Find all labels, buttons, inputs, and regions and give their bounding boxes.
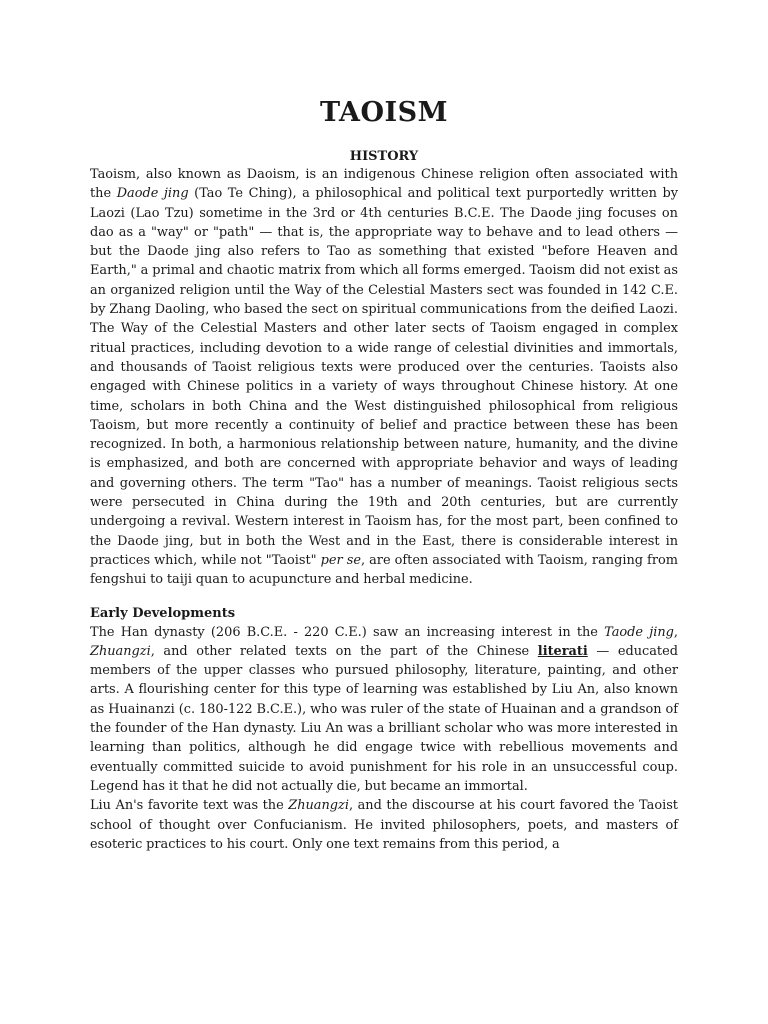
italic-term: per se	[320, 552, 361, 568]
document-page	[90, 0, 678, 854]
italic-title: Daode jing	[116, 186, 189, 202]
italic-title: Zhuangzi	[288, 798, 349, 814]
page-title: TAOISM	[319, 97, 449, 128]
text-run: The Han dynasty (206 B.C.E. - 220 C.E.) saw an increasing interest in the	[90, 624, 605, 640]
text-run: Liu An's favorite text was the	[90, 798, 289, 814]
text-run: — educated members of the upper classes who pursued philosophy, literature, painting, and other arts. A flourishing center for this type of learning was established by Liu An, also known as Huainanzi (c. 180-122 B.C.E.), who was ruler of the state of Huainan and a grandson of the founder of the Han dynasty. Liu An was a brilliant scholar who was more interested in learning than politics, although he did engage twice with rebellious movements and eventually committed suicide to avoid punishment for his role in an unsuccessful coup. Legend has it that he did not actually die, but became an immortal.	[90, 643, 678, 794]
section-heading: Early Developments	[90, 605, 236, 621]
italic-title: Taode jing	[604, 624, 674, 640]
paragraph-history	[90, 165, 678, 590]
text-run: ,	[673, 624, 678, 640]
paragraph-early-developments	[90, 623, 678, 797]
paragraph-liu-an	[90, 796, 678, 854]
text-run: , and the discourse at his court favored the Taoist school of thought over Confucianism. He invited philosophers, poets, and masters of esoteric practices to his court. Only one text remains from this period, a	[90, 798, 678, 852]
text-run: Taoism, also known as Daoism, is an indigenous Chinese religion often associated with the	[90, 167, 678, 202]
literati-link[interactable]: literati	[537, 643, 588, 659]
section-subtitle: HISTORY	[349, 149, 419, 164]
italic-title: Zhuangzi	[90, 643, 151, 659]
text-run: (Tao Te Ching), a philosophical and political text purportedly written by Laozi (Lao Tzu) sometime in the 3rd or 4th centuries B.C.E. The Daode jing focuses on dao as a "way" or "path" — that is, the appropriate way to behave and to lead others — but the Daode jing also refers to Tao as something that existed "before Heaven and Earth," a primal and chaotic matrix from which all forms emerged. Taoism did not exist as an organized religion until the Way of the Celestial Masters sect was founded in 142 C.E. by Zhang Daoling, who based the sect on spiritual communications from the deified Laozi. The Way of the Celestial Masters and other later sects of Taoism engaged in complex ritual practices, including devotion to a wide range of celestial divinities and immortals, and thousands of Taoist religious texts were produced over the centuries. Taoists also engaged with Chinese politics in a variety of ways throughout Chinese history. At one time, scholars in both China and the West distinguished philosophical from religious Taoism, but more recently a continuity of belief and practice between these has been recognized. In both, a harmonious relationship between nature, humanity, and the divine is emphasized, and both are concerned with appropriate behavior and ways of leading and governing others. The term "Tao" has a number of meanings. Taoist religious sects were persecuted in China during the 19th and 20th centuries, but are currently undergoing a revival. Western interest in Taoism has, for the most part, been confined to the Daode jing, but in both the West and in the East, there is considerable interest in practices which, while not "Taoist"	[90, 186, 678, 568]
text-run: , are often associated with Taoism, ranging from fengshui to taiji quan to acupuncture and herbal medicine.	[90, 552, 678, 588]
text-run: , and other related texts on the part of the Chinese	[150, 643, 538, 659]
